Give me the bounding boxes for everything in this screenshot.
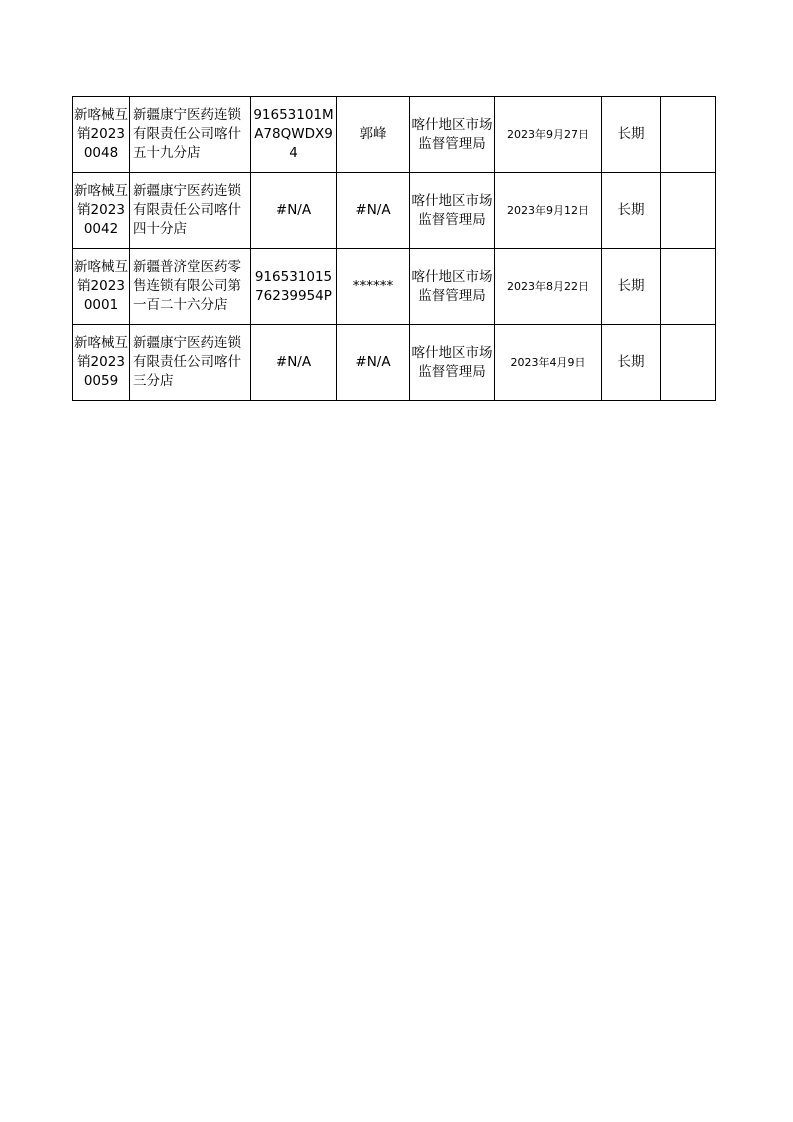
company-name: 新疆康宁医药连锁有限责任公司喀什五十九分店 (130, 97, 251, 173)
issue-date: 2023年8月22日 (495, 249, 602, 325)
table-row (73, 249, 716, 325)
note-cell (661, 325, 716, 401)
legal-person: #N/A (337, 173, 410, 249)
license-number: 新喀械互销20230042 (73, 173, 130, 249)
validity-term: 长期 (602, 249, 661, 325)
credit-code: #N/A (251, 173, 337, 249)
issuing-authority: 喀什地区市场监督管理局 (410, 325, 495, 401)
company-name: 新疆普济堂医药零售连锁有限公司第一百二十六分店 (130, 249, 251, 325)
table-row (73, 173, 716, 249)
issue-date: 2023年9月12日 (495, 173, 602, 249)
issue-date: 2023年4月9日 (495, 325, 602, 401)
issuing-authority: 喀什地区市场监督管理局 (410, 173, 495, 249)
credit-code: #N/A (251, 325, 337, 401)
issuing-authority: 喀什地区市场监督管理局 (410, 97, 495, 173)
issue-date: 2023年9月27日 (495, 97, 602, 173)
table-row (73, 97, 716, 173)
note-cell (661, 249, 716, 325)
company-name: 新疆康宁医药连锁有限责任公司喀什四十分店 (130, 173, 251, 249)
credit-code: 91653101MA78QWDX94 (251, 97, 337, 173)
note-cell (661, 97, 716, 173)
issuing-authority: 喀什地区市场监督管理局 (410, 249, 495, 325)
license-table (72, 96, 716, 401)
table-row (73, 325, 716, 401)
legal-person: #N/A (337, 325, 410, 401)
legal-person: 郭峰 (337, 97, 410, 173)
legal-person: ****** (337, 249, 410, 325)
validity-term: 长期 (602, 97, 661, 173)
validity-term: 长期 (602, 325, 661, 401)
license-number: 新喀械互销20230001 (73, 249, 130, 325)
validity-term: 长期 (602, 173, 661, 249)
credit-code: 91653101576239954P (251, 249, 337, 325)
company-name: 新疆康宁医药连锁有限责任公司喀什三分店 (130, 325, 251, 401)
note-cell (661, 173, 716, 249)
license-number: 新喀械互销20230059 (73, 325, 130, 401)
license-number: 新喀械互销20230048 (73, 97, 130, 173)
